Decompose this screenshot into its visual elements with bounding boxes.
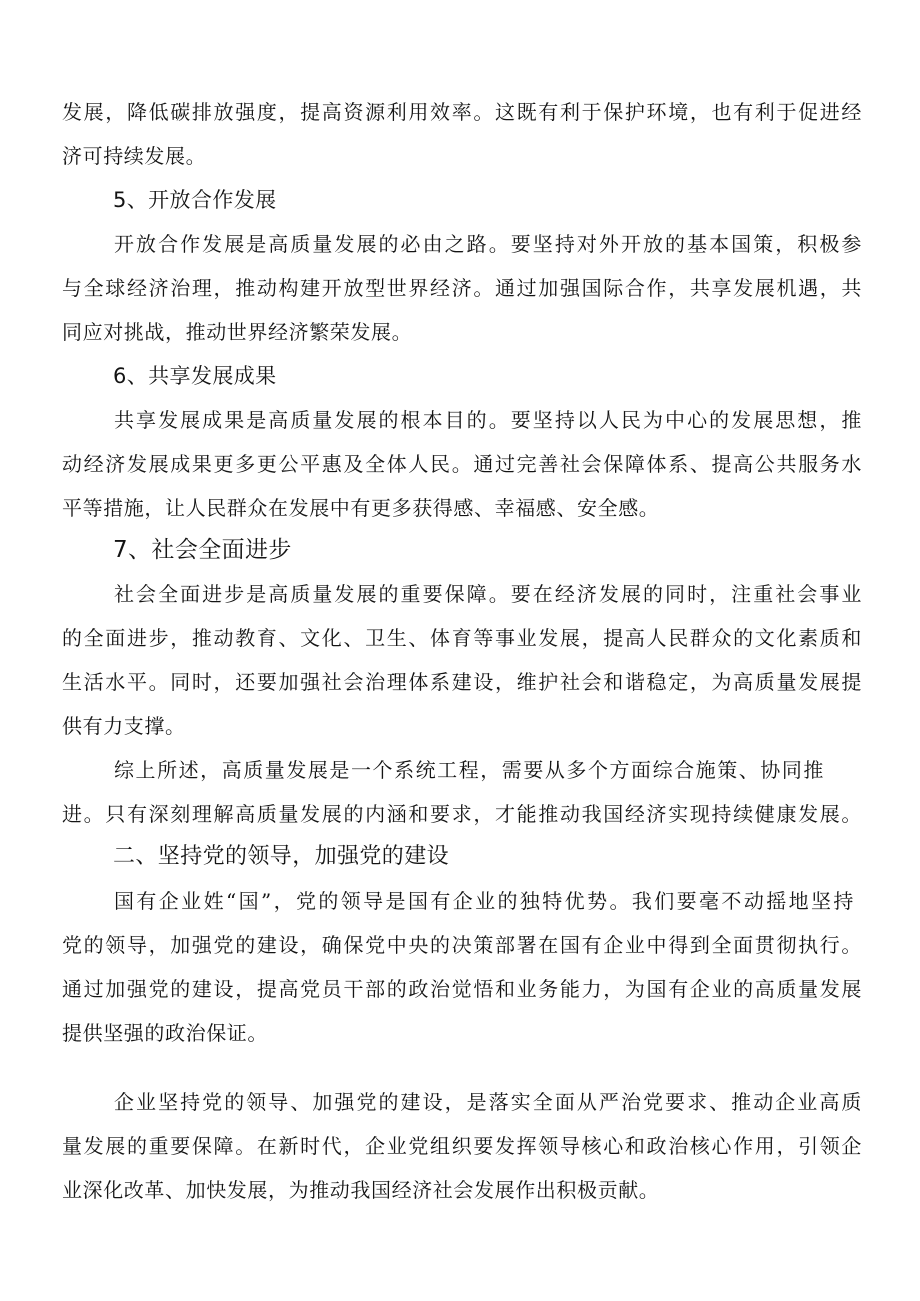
paragraph-line: 量发展的重要保障。在新时代，企业党组织要发挥领导核心和政治核心作用，引领企 bbox=[62, 1134, 862, 1158]
paragraph-line: 进。只有深刻理解高质量发展的内涵和要求，才能推动我国经济实现持续健康发展。 bbox=[62, 802, 862, 826]
paragraph-line: 济可持续发展。 bbox=[62, 144, 207, 168]
paragraph-line: 综上所述，高质量发展是一个系统工程，需要从多个方面综合施策、协同推 bbox=[114, 758, 824, 782]
paragraph-line: 的全面进步，推动教育、文化、卫生、体育等事业发展，提高人民群众的文化素质和 bbox=[62, 626, 862, 650]
paragraph-line: 国有企业姓“国”，党的领导是国有企业的独特优势。我们要毫不动摇地坚持 bbox=[114, 889, 854, 913]
section-heading: 7、社会全面进步 bbox=[113, 537, 292, 563]
paragraph-line: 与全球经济治理，推动构建开放型世界经济。通过加强国际合作，共享发展机遇，共 bbox=[62, 276, 862, 300]
paragraph-line: 党的领导，加强党的建设，确保党中央的决策部署在国有企业中得到全面贯彻执行。 bbox=[62, 933, 862, 957]
paragraph-line: 同应对挑战，推动世界经济繁荣发展。 bbox=[62, 320, 413, 344]
paragraph-line: 动经济发展成果更多更公平惠及全体人民。通过完善社会保障体系、提高公共服务水 bbox=[62, 452, 862, 476]
paragraph-line: 企业坚持党的领导、加强党的建设，是落实全面从严治党要求、推动企业高质 bbox=[114, 1090, 862, 1114]
paragraph-line: 开放合作发展是高质量发展的必由之路。要坚持对外开放的基本国策，积极参 bbox=[114, 232, 862, 256]
paragraph-line: 业深化改革、加快发展，为推动我国经济社会发展作出积极贡献。 bbox=[62, 1178, 660, 1202]
paragraph-line: 共享发展成果是高质量发展的根本目的。要坚持以人民为中心的发展思想，推 bbox=[114, 408, 862, 432]
paragraph-line: 通过加强党的建设，提高党员干部的政治觉悟和业务能力，为国有企业的高质量发展 bbox=[62, 977, 862, 1001]
paragraph-line: 生活水平。同时，还要加强社会治理体系建设，维护社会和谐稳定，为高质量发展提 bbox=[62, 670, 862, 694]
section-heading: 6、共享发展成果 bbox=[113, 364, 277, 388]
section-heading: 5、开放合作发展 bbox=[113, 188, 277, 212]
paragraph-line: 社会全面进步是高质量发展的重要保障。要在经济发展的同时，注重社会事业 bbox=[114, 582, 862, 606]
paragraph-line: 供有力支撑。 bbox=[62, 714, 186, 738]
paragraph-line: 平等措施，让人民群众在发展中有更多获得感、幸福感、安全感。 bbox=[62, 496, 660, 520]
section-heading: 二、坚持党的领导，加强党的建设 bbox=[113, 844, 450, 869]
paragraph-line: 发展，降低碳排放强度，提高资源利用效率。这既有利于保护环境，也有利于促进经 bbox=[62, 100, 862, 124]
paragraph-line: 提供坚强的政治保证。 bbox=[62, 1021, 268, 1045]
